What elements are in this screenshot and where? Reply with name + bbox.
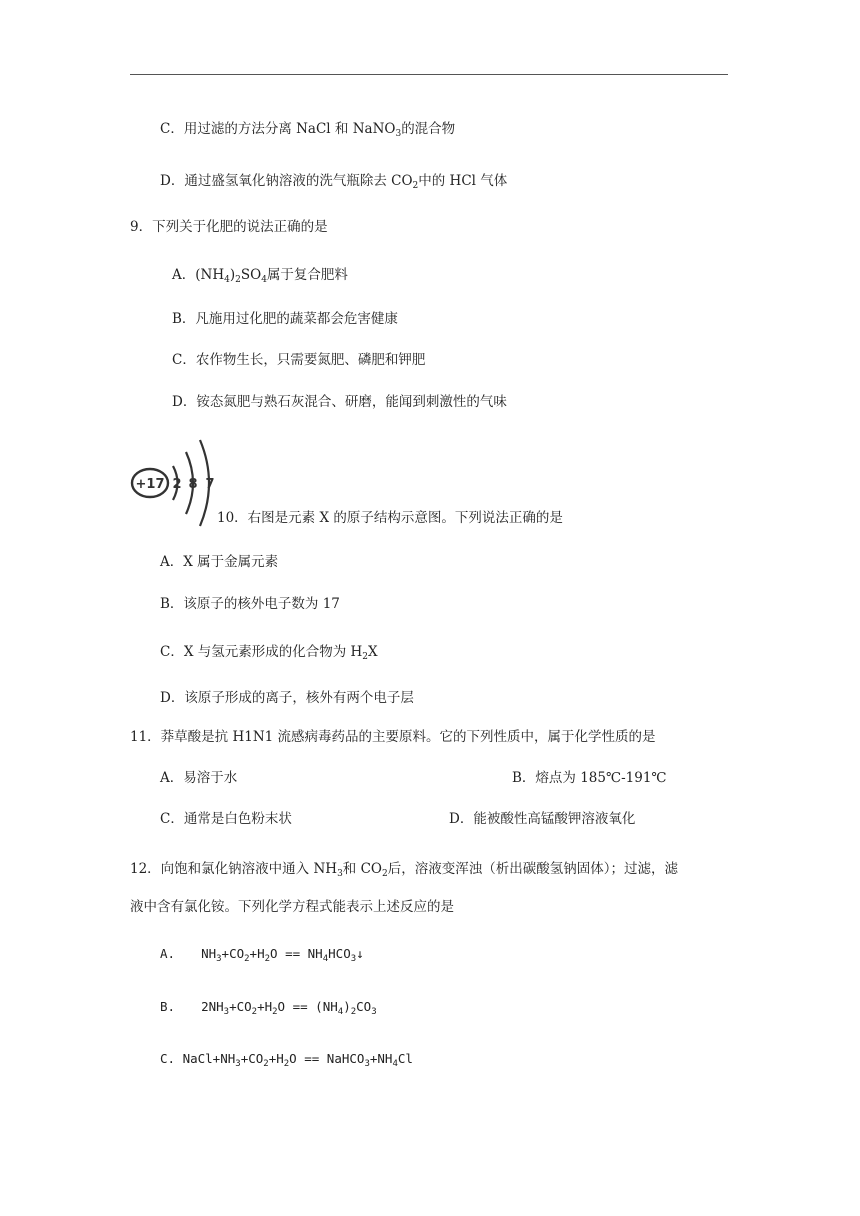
shell-1-count: 2 [172,477,182,492]
shell-2-count: 8 [188,477,198,492]
q9-option-b: B．凡施用过化肥的蔬菜都会危害健康 [172,311,398,327]
q10-option-c: C．X 与氢元素形成的化合物为 $H_2X$ [160,644,378,662]
q12-option-c: C. $NaCl+NH_3+CO_2+H_2O$ == $NaHCO_3+NH_4Cl$ [160,1051,413,1069]
q9-option-d: D．铵态氮肥与熟石灰混合、研磨，能闻到刺激性的气味 [172,394,507,410]
q12-stem-line1: 12．向饱和氯化钠溶液中通入 $NH_3$和 $CO_2$后，溶液变浑浊（析出碳酸氢钠固体）；过滤，滤 [130,861,678,879]
q11-option-b: B．熔点为 185℃-191℃ [512,770,667,786]
shell-3-count: 7 [205,477,215,492]
q9-stem: 9．下列关于化肥的说法正确的是 [130,219,328,235]
q10-option-b: B．该原子的核外电子数为 17 [160,596,340,612]
atom-structure-diagram [130,436,222,528]
q12-option-b: B. $2NH_3+CO_2+H_2O == (NH_4)_2CO_3$ [160,999,377,1017]
nucleus-charge: +17 [135,477,165,492]
q8-option-d: D．通过盛氢氧化钠溶液的洗气瓶除去 $CO_2$中的 HCl 气体 [160,173,508,191]
q11-stem: 11．莽草酸是抗 H1N1 流感病毒药品的主要原料。它的下列性质中，属于化学性质的是 [130,729,656,745]
header-rule [130,74,728,75]
q12-stem-line2: 液中含有氯化铵。下列化学方程式能表示上述反应的是 [130,899,454,915]
q10-option-a: A．X 属于金属元素 [160,554,279,570]
q11-option-a: A．易溶于水 [160,770,238,786]
q10-option-d: D．该原子形成的离子，核外有两个电子层 [160,690,414,706]
q11-option-d: D．能被酸性高锰酸钾溶液氧化 [449,811,636,827]
q9-option-c: C．农作物生长，只需要氮肥、磷肥和钾肥 [172,352,426,368]
q12-option-a: A. $NH_3+CO_2+H_2O$ == $NH_4HCO_3↓$ [160,946,364,964]
q10-stem: 10．右图是元素 X 的原子结构示意图。下列说法正确的是 [217,510,563,526]
q9-option-a: A．$(NH_4)_2SO_4$属于复合肥料 [172,267,348,285]
q8-option-c: C．用过滤的方法分离 NaCl 和 NaNO$_3$的混合物 [160,121,456,139]
q11-option-c: C．通常是白色粉末状 [160,811,292,827]
